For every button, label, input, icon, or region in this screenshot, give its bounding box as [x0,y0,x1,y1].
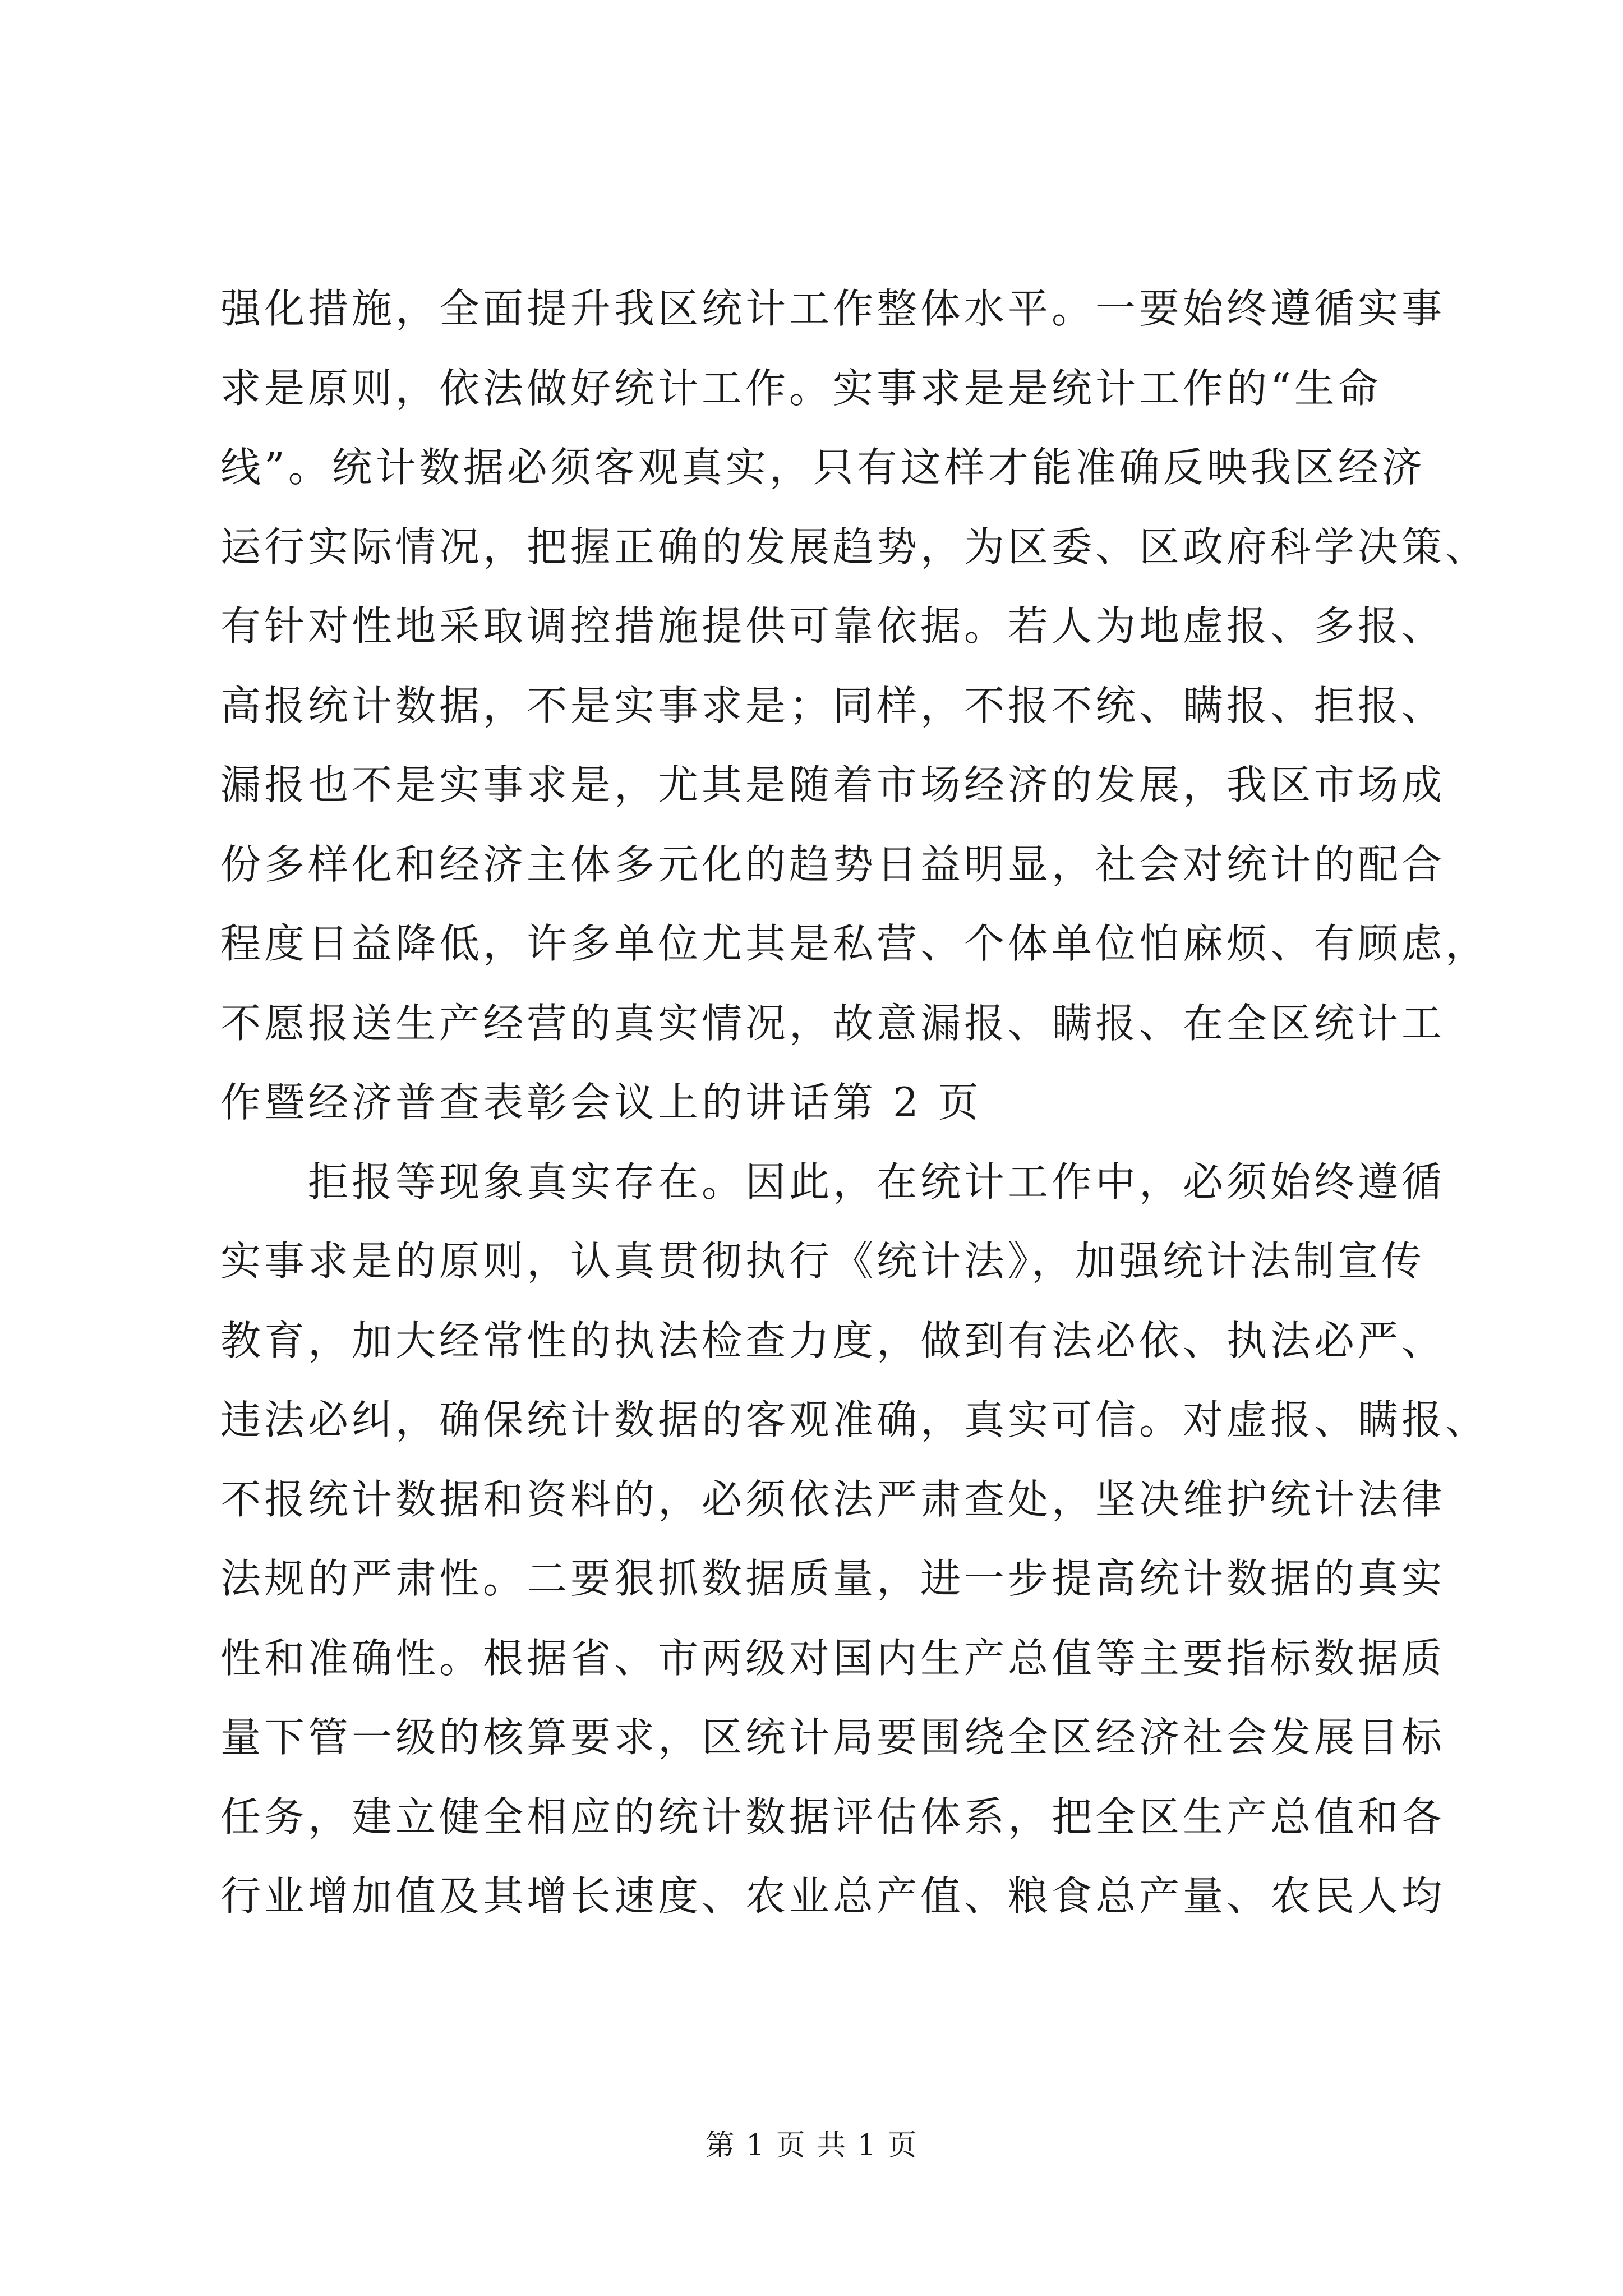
text-line: 教育，加大经常性的执法检查力度，做到有法必依、执法必严、 [220,1317,1446,1364]
text-line: 任务，建立健全相应的统计数据评估体系，把全区生产总值和各 [220,1793,1446,1841]
text-line: 作暨经济普查表彰会议上的讲话第 2 页 [220,1079,982,1126]
text-line: 行业增加值及其增长速度、农业总产值、粮食总产量、农民人均 [220,1872,1446,1920]
text-line: 求是原则，依法做好统计工作。实事求是是统计工作的“生命 [220,364,1382,412]
text-line: 法规的严肃性。二要狠抓数据质量，进一步提高统计数据的真实 [220,1555,1446,1602]
text-line: 拒报等现象真实存在。因此，在统计工作中，必须始终遵循 [220,1158,1446,1205]
text-line: 有针对性地采取调控措施提供可靠依据。若人为地虚报、多报、 [220,602,1446,650]
text-line: 运行实际情况，把握正确的发展趋势，为区委、区政府科学决策、 [220,523,1490,570]
document-body [220,269,1490,1936]
text-line: 高报统计数据，不是实事求是；同样，不报不统、瞒报、拒报、 [220,682,1446,729]
text-line: 实事求是的原则，认真贯彻执行《统计法》，加强统计法制宣传 [220,1237,1426,1285]
text-line: 不报统计数据和资料的，必须依法严肃查处，坚决维护统计法律 [220,1475,1446,1523]
text-line: 不愿报送生产经营的真实情况，故意漏报、瞒报、在全区统计工 [220,999,1446,1047]
text-line: 违法必纠，确保统计数据的客观准确，真实可信。对虚报、瞒报、 [220,1396,1490,1443]
text-line: 量下管一级的核算要求，区统计局要围绕全区经济社会发展目标 [220,1714,1446,1761]
text-line: 份多样化和经济主体多元化的趋势日益明显，社会对统计的配合 [220,840,1446,888]
text-line: 漏报也不是实事求是，尤其是随着市场经济的发展，我区市场成 [220,761,1446,808]
text-line: 强化措施，全面提升我区统计工作整体水平。一要始终遵循实事 [220,285,1446,332]
text-line: 线”。统计数据必须客观真实，只有这样才能准确反映我区经济 [220,444,1426,491]
page-footer: 第 1 页 共 1 页 [705,2129,918,2162]
text-line: 程度日益降低，许多单位尤其是私营、个体单位怕麻烦、有顾虑， [220,920,1490,967]
text-line: 性和准确性。根据省、市两级对国内生产总值等主要指标数据质 [220,1634,1446,1682]
